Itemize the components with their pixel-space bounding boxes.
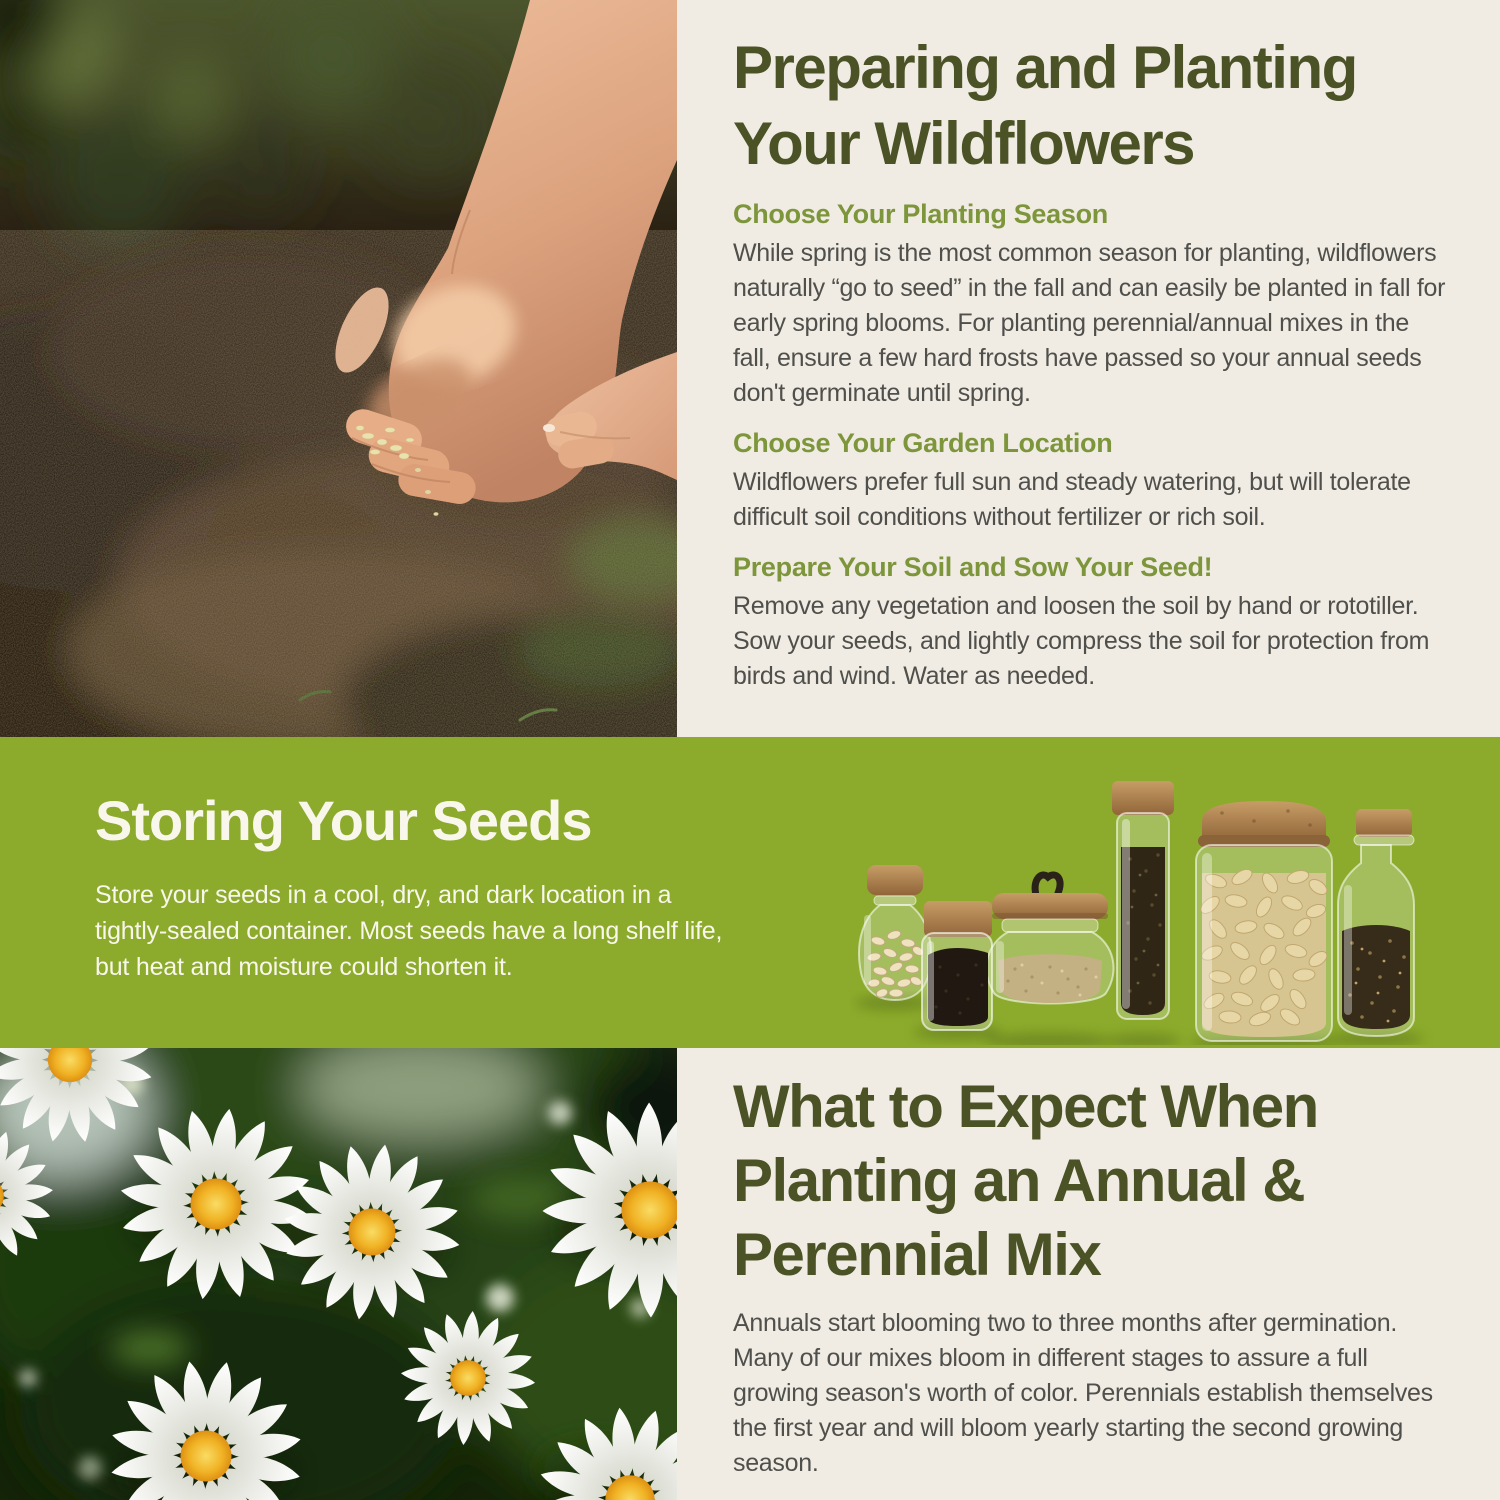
- what-to-expect-body: Annuals start blooming two to three months after germination. Many of our mixes bloom in different stages to assure a full growing season's worth of color. Perennials establish themselves the first year and will bloom yearly starting the second growing season.: [733, 1309, 1433, 1477]
- prepare-soil-heading: Prepare Your Soil and Sow Your Seed!: [733, 552, 1213, 582]
- soil-photo-illustration: [0, 0, 677, 737]
- storing-seeds-band: [0, 737, 1500, 1048]
- tan-seed-jar: [986, 875, 1113, 1004]
- seed-jars-photo: [850, 755, 1480, 1045]
- daisies-illustration: [0, 1048, 677, 1500]
- garden-location-heading: Choose Your Garden Location: [733, 428, 1113, 458]
- prepare-soil-section: [733, 551, 1449, 694]
- storing-seeds-title: Storing Your Seeds: [95, 789, 592, 852]
- mixed-seed-bottle: [1338, 809, 1414, 1036]
- pumpkin-seed-jar: [1196, 801, 1332, 1041]
- daisies-photo: [0, 1048, 677, 1500]
- soil-planting-photo: [0, 0, 677, 737]
- planting-season-body: While spring is the most common season for planting, wildflowers naturally “go to seed” in the fall and can easily be planted in fall for early spring blooms. For planting perennial/annual mixes in the fall, ensure a few hard frosts have passed so your annual seeds don't germinate until spring.: [733, 239, 1446, 407]
- bean-jar: [859, 865, 931, 1000]
- planting-season-heading: Choose Your Planting Season: [733, 199, 1108, 229]
- title-line-2: Planting an Annual &: [733, 1147, 1305, 1214]
- planting-season-section: [733, 198, 1449, 411]
- preparing-planting-title: [733, 30, 1449, 182]
- storing-seeds-body: Store your seeds in a cool, dry, and dark location in a tightly-sealed container. Most seeds have a long shelf life, but heat and moisture could shorten it.: [95, 881, 723, 981]
- title-line-2: Your Wildflowers: [733, 110, 1195, 177]
- preparing-planting-panel: [677, 0, 1500, 737]
- garden-location-body: Wildflowers prefer full sun and steady watering, but will tolerate difficult soil conditions without fertilizer or rich soil.: [733, 468, 1411, 531]
- black-seed-jar: [922, 901, 992, 1030]
- what-to-expect-panel: [677, 1048, 1500, 1500]
- prepare-soil-body: Remove any vegetation and loosen the soil by hand or rototiller. Sow your seeds, and lightly compress the soil for protection from birds and wind. Water as needed.: [733, 592, 1430, 690]
- title-line-1: What to Expect When: [733, 1073, 1318, 1140]
- title-line-1: Preparing and Planting: [733, 34, 1357, 101]
- what-to-expect-title: [733, 1070, 1449, 1292]
- garden-location-section: [733, 427, 1449, 535]
- title-line-3: Perennial Mix: [733, 1221, 1101, 1288]
- tall-seed-tube: [1112, 781, 1174, 1019]
